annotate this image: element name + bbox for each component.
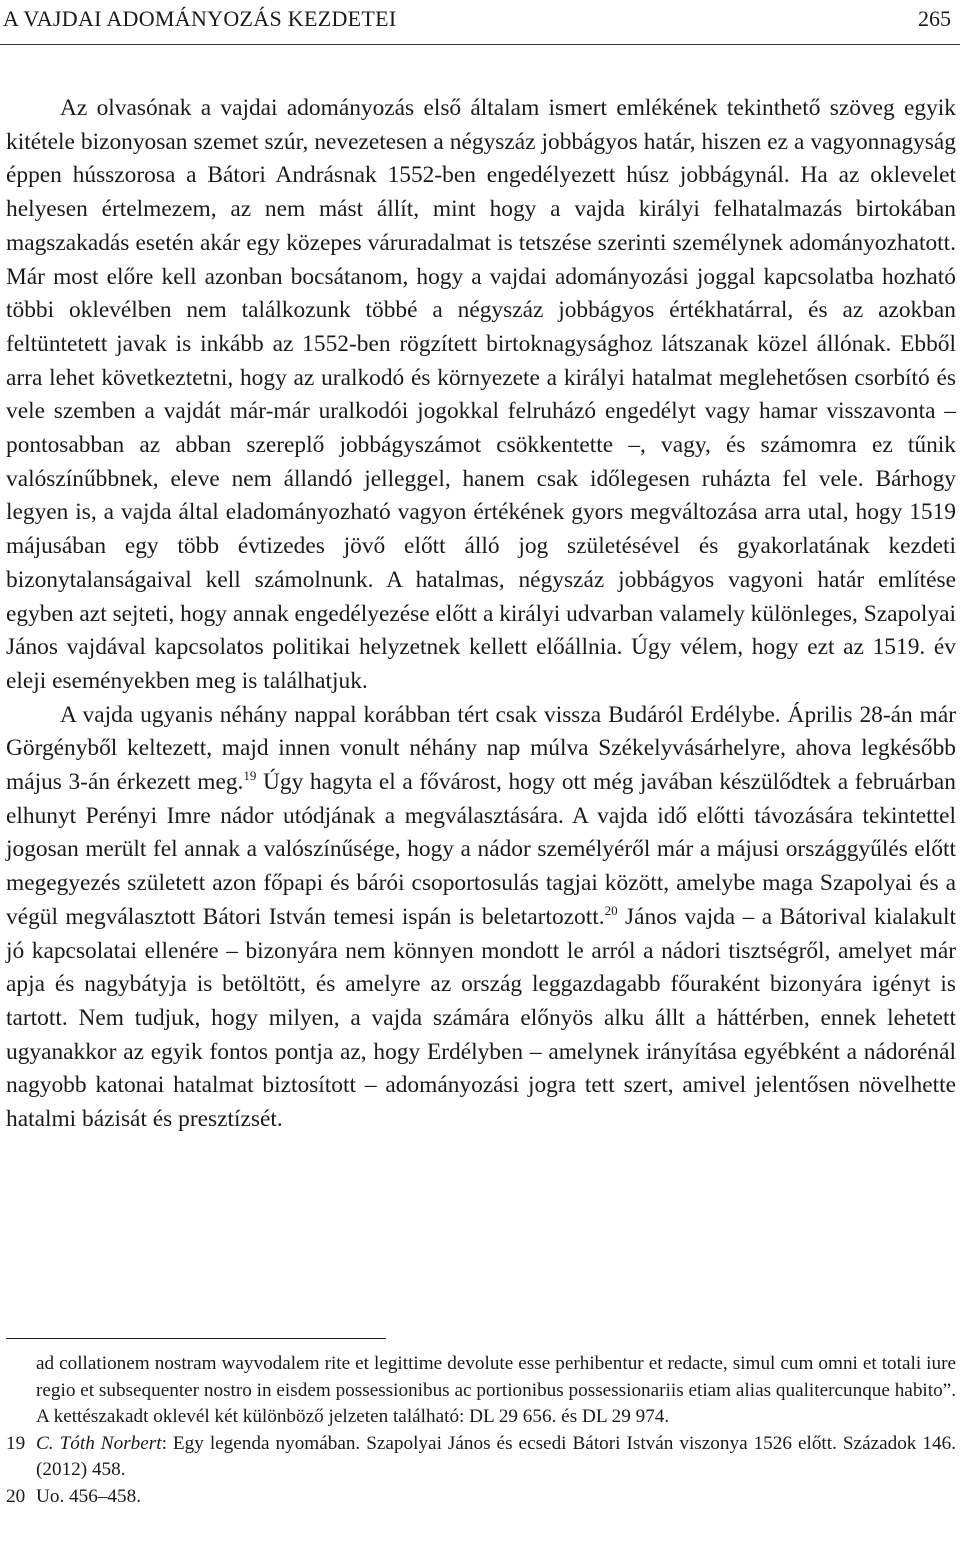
footnote-19-text: : Egy legenda nyomában. Szapolyai János és ecsedi Bátori István viszonya 1526 előtt. Századok 146. (2012) 458. bbox=[36, 1432, 956, 1481]
paragraph-2-part-3: János vajda – a Bátorival kialakult jó kapcsolatai ellenére – bizonyára nem könnyen mondott le arról a nádori tisztségről, amelyet már apja és nagybátyja is betöltött, és amelyre az ország leggazdagabb főuraként bizonyára igényt is tartott. Nem tudjuk, hogy milyen, a vajda számára előnyös alku állt a háttérben, ennek lehetett ugyanakkor az egyik fontos pontja az, hogy Erdélyben – amelynek irányítása egyébként a nádorénál nagyobb katonai hatalmat biztosított – adományozási jogra tett szert, amivel jelentősen növelhette hatalmi bázisát és presztízsét. bbox=[6, 903, 956, 1133]
footnote-continued bbox=[6, 1351, 956, 1431]
footnote-ref-20: 20 bbox=[604, 902, 618, 918]
footnotes bbox=[6, 1351, 956, 1511]
main-text bbox=[6, 92, 956, 1137]
footnote-20 bbox=[6, 1484, 956, 1511]
footnote-19 bbox=[6, 1431, 956, 1484]
footnote-20-text: Uo. 456–458. bbox=[36, 1485, 141, 1507]
footnote-20-number: 20 bbox=[6, 1485, 26, 1507]
page-number: 265 bbox=[918, 6, 951, 31]
paragraph-1: Az olvasónak a vajdai adományozás első általam ismert emlékének tekinthető szöveg egyik kitétele bizonyosan szemet szúr, nevezetesen a négyszáz jobbágyos határ, hiszen ez a vagyonnagyság éppen hússzorosa a Bátori Andrásnak 1552-ben engedélyezett húsz jobbágynál. Ha az oklevelet helyesen értelmezem, az nem mást állít, mint hogy a vajda királyi felhatalmazás birtokában magszakadás esetén akár egy közepes váruradalmat is tetszése szerinti személynek adományozhatott. Már most előre kell azonban bocsátanom, hogy a vajdai adományozási joggal kapcsolatba hozható többi oklevélben nem találkozunk többé a négyszáz jobbágyos értékhatárral, és az azokban feltüntetett javak is inkább az 1552-ben rögzített birtoknagysághoz látszanak közel állónak. Ebből arra lehet következtetni, hogy az uralkodó és környezete a királyi hatalmat meglehetősen csorbító és vele szemben a vajdát már-már uralkodói jogokkal felruházó engedélyt vagy hamar visszavonta – pontosabban az abban szereplő jobbágyszámot csökkentette –, vagy, és számomra ez tűnik valószínűbbnek, eleve nem állandó jelleggel, hanem csak időlegesen ruházta fel vele. Bárhogy legyen is, a vajda által eladományozható vagyon értékének gyors megváltozása arra utal, hogy 1519 májusában egy több évtizedes jövő előtt álló jog születésével és gyakorlatának kezdeti bizonytalanságaival kell számolnunk. A hatalmas, négyszáz jobbágyos vagyoni határ említése egyben azt sejteti, hogy annak engedélyezése előtt a királyi udvarban valamely különleges, Szapolyai János vajdával kapcsolatos politikai helyzetnek kellett előállnia. Úgy vélem, hogy ezt az 1519. év eleji eseményekben meg is találhatjuk. bbox=[6, 95, 956, 694]
footnote-ref-19: 19 bbox=[243, 768, 257, 784]
footnote-19-number: 19 bbox=[6, 1432, 26, 1454]
footnote-19-author: C. Tóth Norbert bbox=[36, 1432, 162, 1454]
footnote-rule bbox=[6, 1338, 386, 1339]
running-head-title: A VAJDAI ADOMÁNYOZÁS KEZDETEI bbox=[3, 6, 397, 31]
paragraph-2-part-1: A vajda ugyanis néhány nappal korábban tért csak vissza Budáról Erdélybe. Április 28-án már Görgényből keltezett, majd innen vonult néhány nap múlva Székelyvásárhelyre, ahova legkésőbb május 3-án érkezett meg. bbox=[6, 701, 956, 796]
paragraph-2-part-2: Úgy hagyta el a fővárost, hogy ott még javában készülődtek a februárban elhunyt Perényi Imre nádor utódjának a megválasztására. A vajda idő előtti távozására tekintettel jogosan merült fel annak a valószínűsége, hogy a nádor személyéről már a májusi országgyűlés előtt megegyezés született azon főpapi és bárói csoportosulás tagjai között, amelybe maga Szapolyai és a végül megválasztott Bátori István temesi ispán is beletartozott. bbox=[6, 769, 957, 930]
header-rule bbox=[0, 44, 960, 45]
running-head bbox=[3, 4, 951, 34]
footnote-continued-text: ad collationem nostram wayvodalem rite et legittime devolute esse perhibentur et redacte, simul cum omni et totali iure regio et subsequenter nostro in eisdem possessionibus ac portionibus possessionariis etiam alias qualitercunque habito”. A kettészakadt oklevél két különböző jelzeten található: DL 29 656. és DL 29 974. bbox=[36, 1353, 956, 1428]
paragraph-2 bbox=[6, 699, 956, 1137]
